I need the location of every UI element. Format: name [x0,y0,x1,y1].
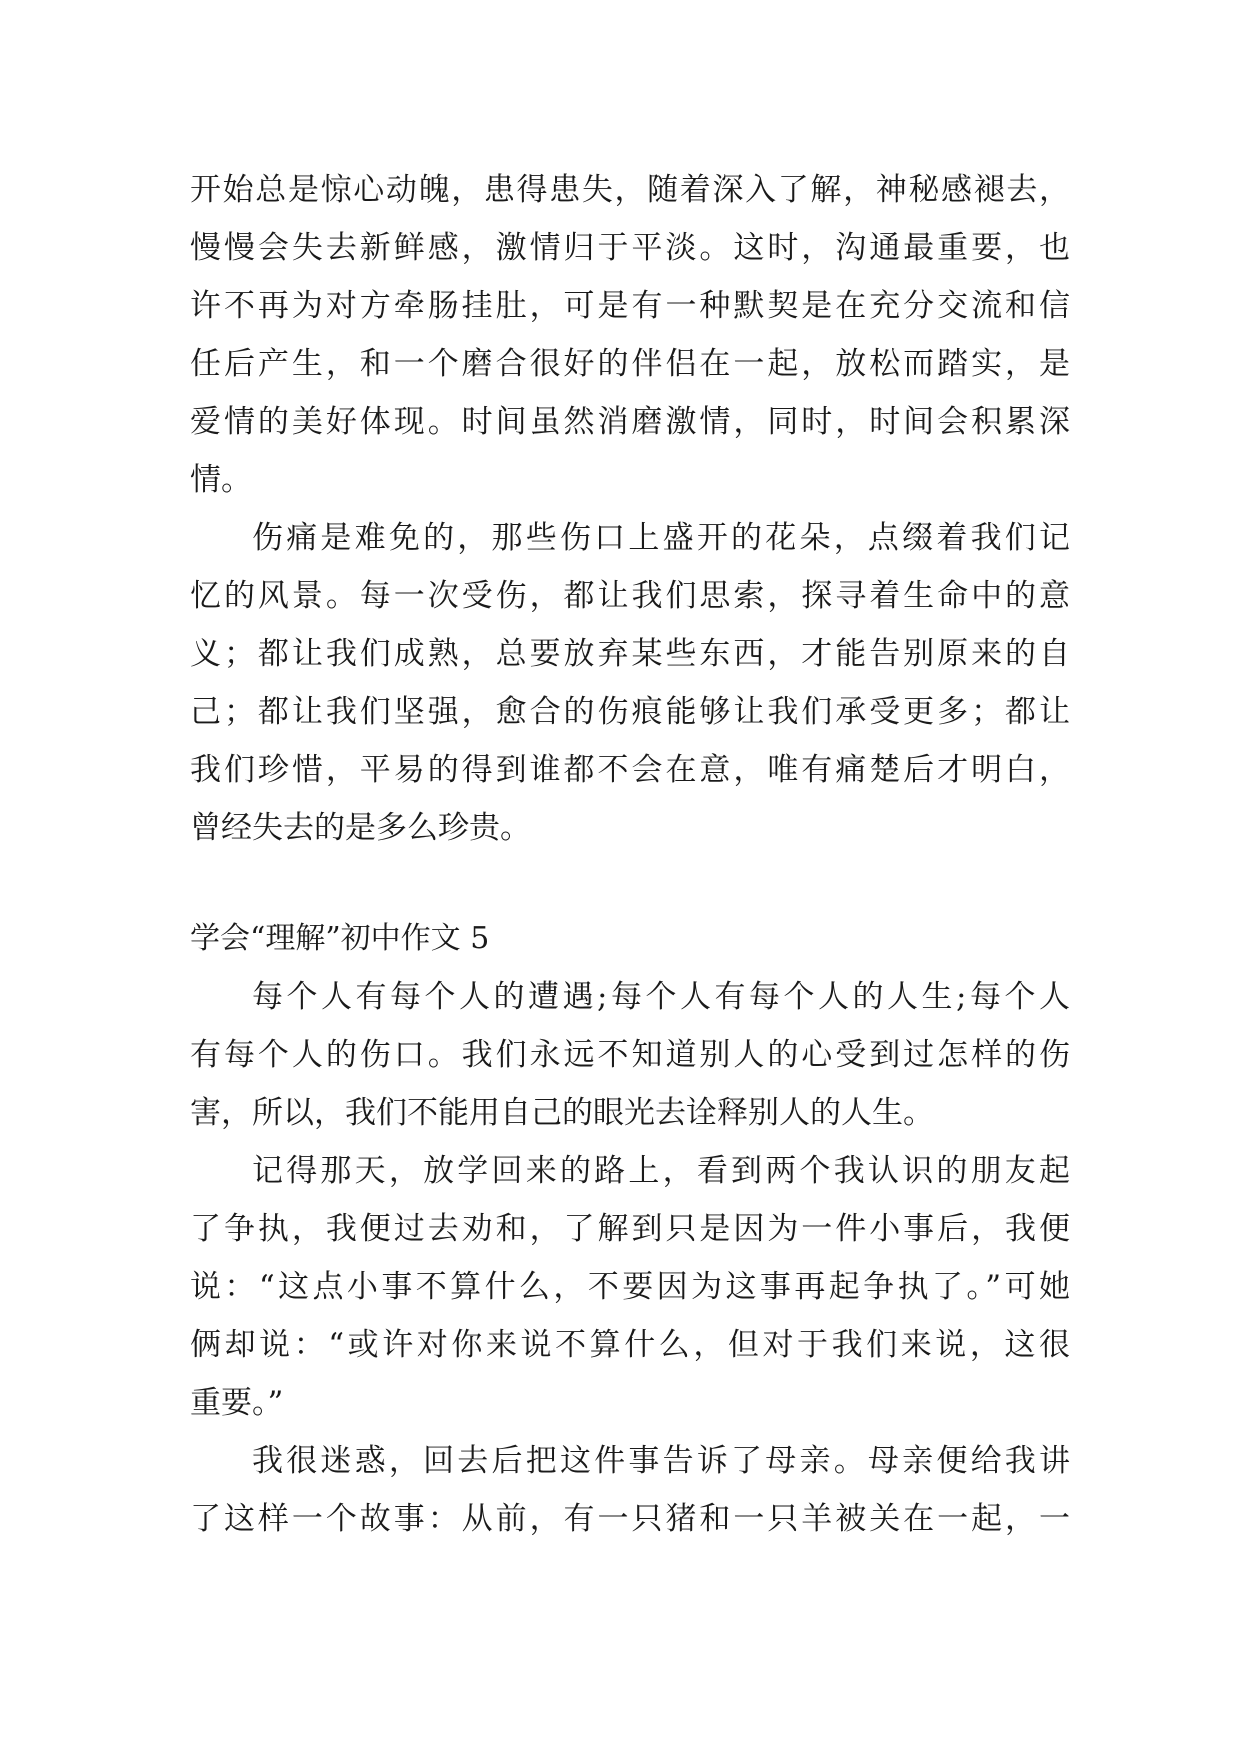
paragraph-line: 慢慢会失去新鲜感，激情归于平淡。这时，沟通最重要，也 [190,230,1070,266]
paragraph-line: 开始总是惊心动魄，患得患失，随着深入了解，神秘感褪去， [190,172,1070,208]
paragraph-line: 有每个人的伤口。我们永远不知道别人的心受到过怎样的伤 [190,1037,1070,1073]
paragraph-line: 许不再为对方牵肠挂肚，可是有一种默契是在充分交流和信 [190,288,1070,324]
paragraph-line: 了这样一个故事：从前，有一只猪和一只羊被关在一起，一 [190,1501,1070,1537]
section-title: 学会“理解”初中作文 5 [190,921,490,956]
paragraph-line: 我很迷惑，回去后把这件事告诉了母亲。母亲便给我讲 [252,1443,1070,1479]
paragraph-line: 说：“这点小事不算什么，不要因为这事再起争执了。”可她 [190,1269,1070,1305]
paragraph-line: 伤痛是难免的，那些伤口上盛开的花朵，点缀着我们记 [252,520,1070,556]
paragraph-line: 曾经失去的是多么珍贵。 [190,810,531,846]
paragraph-line: 情。 [190,462,252,498]
paragraph-line: 了争执，我便过去劝和，了解到只是因为一件小事后，我便 [190,1211,1070,1247]
paragraph-line: 忆的风景。每一次受伤，都让我们思索，探寻着生命中的意 [190,578,1070,614]
paragraph-line: 己；都让我们坚强，愈合的伤痕能够让我们承受更多；都让 [190,694,1070,730]
paragraph-line: 记得那天，放学回来的路上，看到两个我认识的朋友起 [252,1153,1070,1189]
paragraph-line: 俩却说：“或许对你来说不算什么，但对于我们来说，这很 [190,1327,1070,1363]
paragraph-line: 重要。” [190,1385,284,1421]
paragraph-line: 我们珍惜，平易的得到谁都不会在意，唯有痛楚后才明白， [190,752,1070,788]
paragraph-line: 害，所以，我们不能用自己的眼光去诠释别人的人生。 [190,1095,934,1131]
paragraph-line: 义；都让我们成熟，总要放弃某些东西，才能告别原来的自 [190,636,1070,672]
paragraph-line: 任后产生，和一个磨合很好的伴侣在一起，放松而踏实，是 [190,346,1070,382]
paragraph-line: 每个人有每个人的遭遇;每个人有每个人的人生;每个人 [252,979,1070,1015]
paragraph-line: 爱情的美好体现。时间虽然消磨激情，同时，时间会积累深 [190,404,1070,440]
